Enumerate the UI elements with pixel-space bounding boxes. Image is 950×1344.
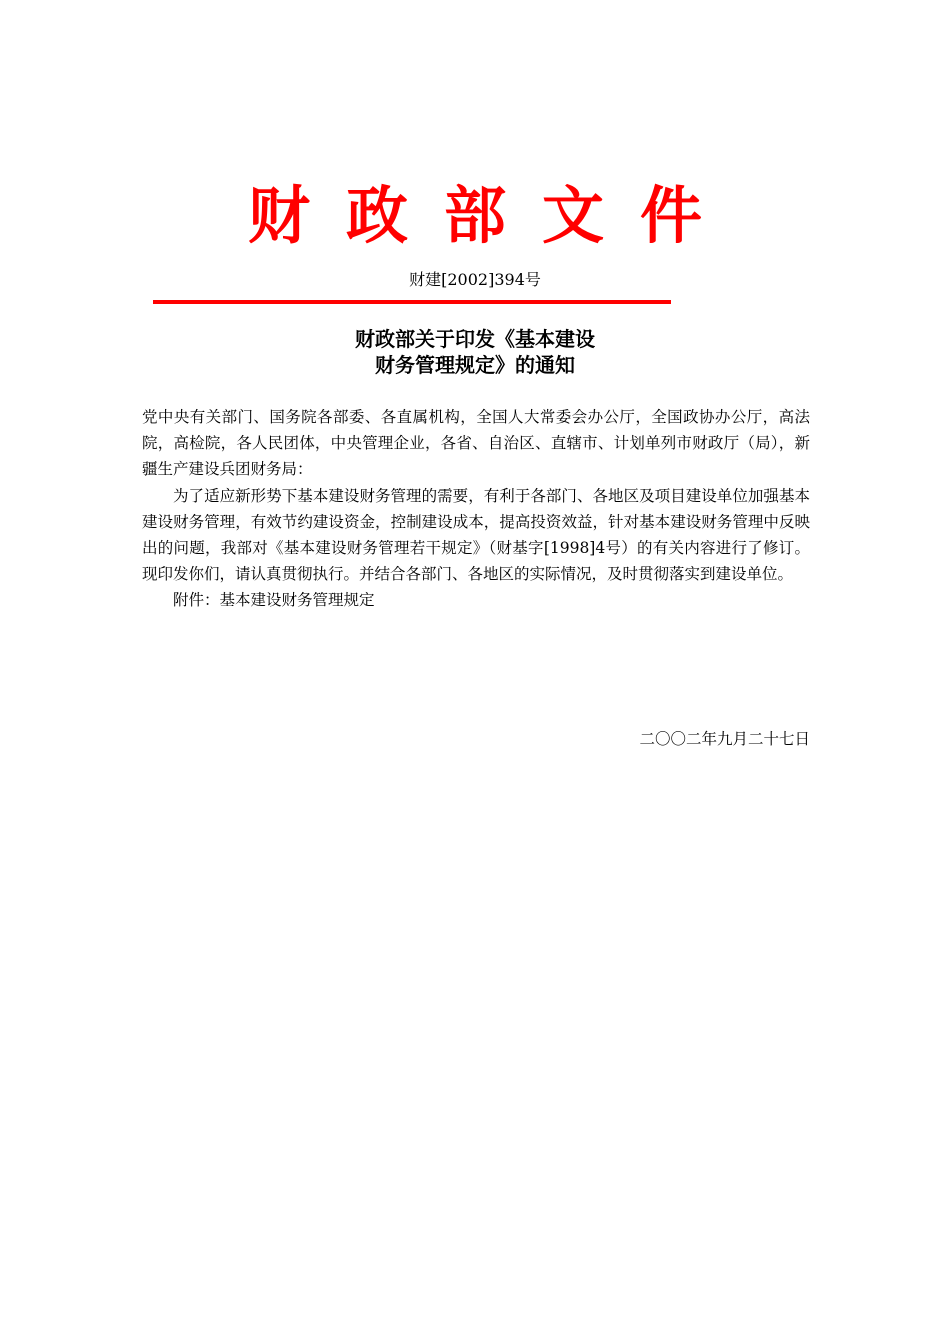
main-paragraph: 为了适应新形势下基本建设财务管理的需要，有利于各部门、各地区及项目建设单位加强基本建设财务管理，有效节约建设资金，控制建设成本，提高投资效益，针对基本建设财务管理中反映出的问题，我部对《基本建设财务管理若干规定》（财基字[1998]4号）的有关内容进行了修订。现印发你们，请认真贯彻执行。并结合各部门、各地区的实际情况，及时贯彻落实到建设单位。 <box>142 486 810 584</box>
issuer-header-title: 财政部文件 <box>247 179 738 252</box>
notice-title <box>0 326 950 378</box>
document-body <box>142 404 810 614</box>
issue-date: 二〇〇二年九月二十七日 <box>639 730 810 748</box>
notice-title-line-2: 财务管理规定》的通知 <box>375 353 575 377</box>
attachment-line: 附件：基本建设财务管理规定 <box>173 591 375 610</box>
document-number: 财建[2002]394号 <box>409 270 541 289</box>
addressees-paragraph: 党中央有关部门、国务院各部委、各直属机构，全国人大常委会办公厅，全国政协办公厅，高法院，高检院，各人民团体，中央管理企业，各省、自治区、直辖市、计划单列市财政厅（局），新疆生产建设兵团财务局： <box>142 408 810 479</box>
red-divider-line <box>153 300 671 304</box>
notice-title-line-1: 财政部关于印发《基本建设 <box>355 327 595 351</box>
